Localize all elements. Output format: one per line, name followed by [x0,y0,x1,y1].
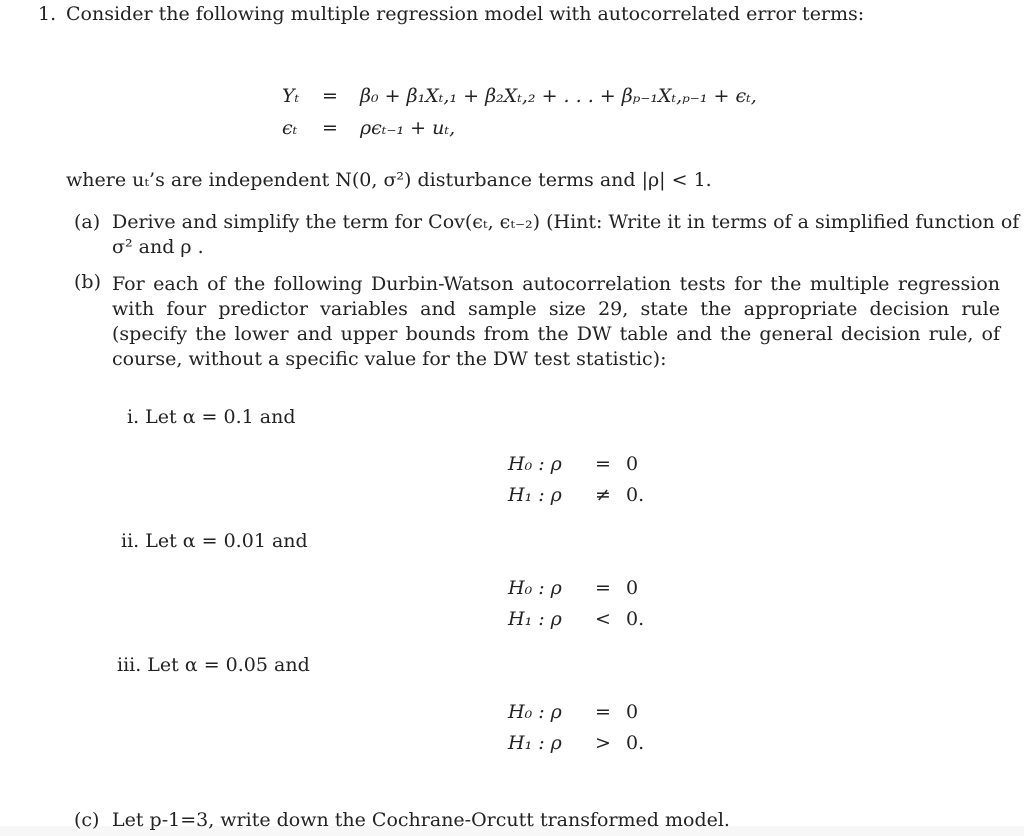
part-a-text-line-1: Derive and simplify the term for Cov(ϵₜ, ϵₜ₋₂) (Hint: Write it in terms of a simplified function of [112,211,1020,233]
h0-operator: = [595,577,611,599]
h0-rhs: 0 [626,577,639,599]
equation-1-operator: = [322,85,338,107]
h1-rhs: 0. [626,608,645,630]
h0-lhs: H₀ : ρ [508,701,562,723]
h1-rhs: 0. [626,484,645,506]
h1-operator: > [595,732,611,754]
subpart-i-label: i. Let α = 0.1 and [127,406,296,428]
subpart-iii-label: iii. Let α = 0.05 and [117,654,310,676]
h0-operator: = [595,453,611,475]
part-a-text-line-2: σ² and ρ . [112,236,204,258]
question-number: 1. [38,3,57,25]
equation-1-lhs: Yₜ [282,85,300,107]
h1-lhs: H₁ : ρ [508,608,562,630]
h1-lhs: H₁ : ρ [508,484,562,506]
part-c-text: Let p-1=3, write down the Cochrane-Orcutt transformed model. [112,809,730,831]
part-b-text: For each of the following Durbin-Watson autocorrelation tests for the multiple regression with four predictor variables and sample size 29, state the appropriate decision rule (specify the lower and upper bounds from the DW table and the general decision rule, of course, without a specific value for the DW test statistic): [112,273,1000,370]
equation-1-rhs: β₀ + β₁Xₜ,₁ + β₂Xₜ,₂ + . . . + βₚ₋₁Xₜ,ₚ₋₁ + ϵₜ, [360,85,757,107]
where-statement: where uₜ’s are independent N(0, σ²) disturbance terms and |ρ| < 1. [66,169,712,191]
h1-operator: < [595,608,611,630]
equation-2-operator: = [322,117,338,139]
equation-2-rhs: ρϵₜ₋₁ + uₜ, [360,117,456,139]
h0-lhs: H₀ : ρ [508,453,562,475]
h1-rhs: 0. [626,732,645,754]
equation-2-lhs: ϵₜ [282,117,298,139]
part-c-label: (c) [74,809,100,831]
h0-rhs: 0 [626,453,639,475]
h0-operator: = [595,701,611,723]
h0-rhs: 0 [626,701,639,723]
part-a-label: (a) [74,211,101,233]
h1-lhs: H₁ : ρ [508,732,562,754]
h1-operator: ≠ [595,484,611,506]
h0-lhs: H₀ : ρ [508,577,562,599]
subpart-ii-label: ii. Let α = 0.01 and [121,530,308,552]
question-intro: Consider the following multiple regression model with autocorrelated error terms: [66,3,865,25]
part-b-label: (b) [74,271,101,293]
